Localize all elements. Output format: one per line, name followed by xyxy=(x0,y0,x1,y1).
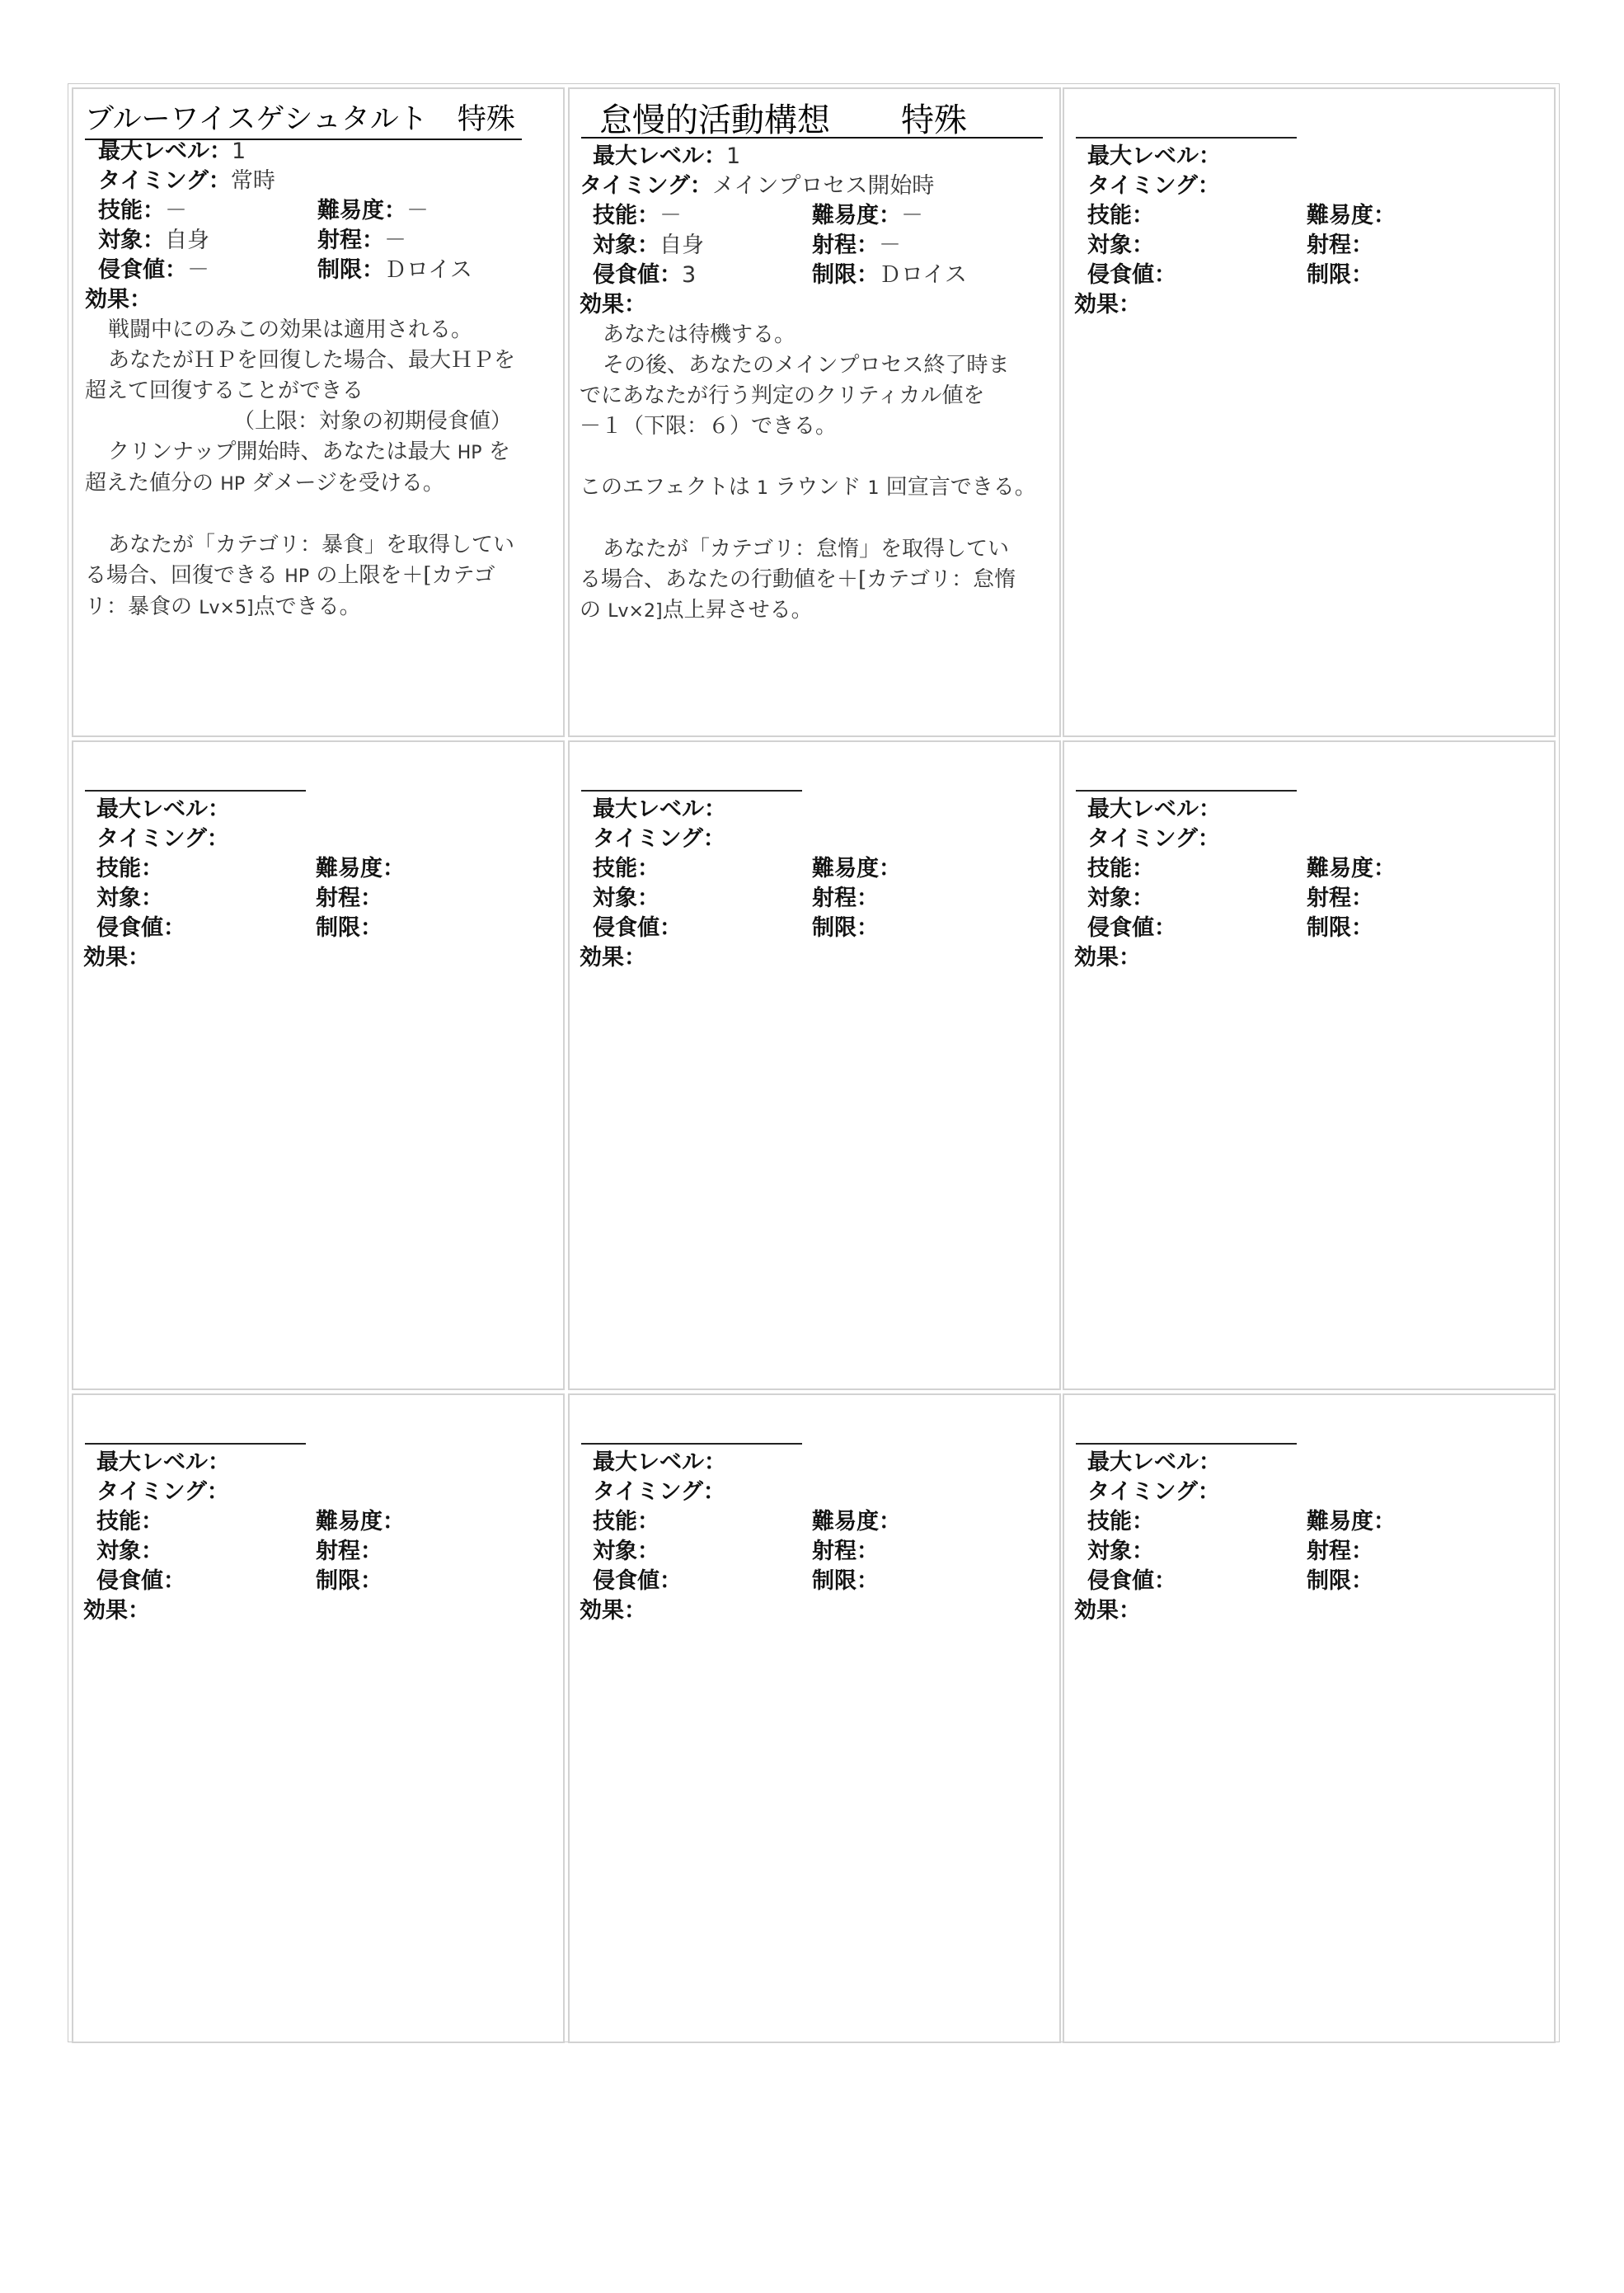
effect-label: 効果： xyxy=(85,287,152,312)
difficulty-field: 難易度： xyxy=(1307,856,1396,881)
target-field: 対象：自身 xyxy=(98,228,209,253)
card-title-blank xyxy=(1076,1407,1297,1445)
erosion-field: 侵食値： xyxy=(1087,1568,1176,1594)
target-field: 対象： xyxy=(96,886,163,911)
effect-card-3 xyxy=(1063,87,1556,737)
max-level-field: 最大レベル： xyxy=(1087,796,1221,822)
timing-field: タイミング： xyxy=(1087,826,1220,852)
max-level-field: 最大レベル： xyxy=(593,796,726,822)
effect-card-8 xyxy=(568,1393,1061,2043)
timing-field: タイミング： xyxy=(593,826,725,852)
max-level-field: 最大レベル：1 xyxy=(98,139,246,164)
limit-field: 制限： xyxy=(316,915,383,941)
card-type: 特殊 xyxy=(901,101,967,139)
effect-label: 効果： xyxy=(1074,292,1141,317)
max-level-field: 最大レベル： xyxy=(96,1450,230,1475)
skill-field: 技能： xyxy=(1087,203,1154,228)
target-field: 対象： xyxy=(1087,233,1154,258)
card-title-blank xyxy=(1076,754,1297,792)
erosion-field: 侵食値： xyxy=(96,1568,185,1594)
effect-label: 効果： xyxy=(580,1598,646,1623)
card-title-blank xyxy=(85,1407,306,1445)
limit-field: 制限： xyxy=(1307,915,1373,941)
limit-field: 制限：Ｄロイス xyxy=(317,257,472,283)
range-field: 射程： xyxy=(812,886,879,911)
difficulty-field: 難易度： xyxy=(1307,203,1396,228)
limit-field: 制限： xyxy=(1307,262,1373,288)
card-title xyxy=(85,101,522,140)
skill-field: 技能： xyxy=(1087,1509,1154,1534)
effect-label: 効果： xyxy=(1074,945,1141,970)
skill-field: 技能： xyxy=(593,1509,659,1534)
limit-field: 制限： xyxy=(812,1568,879,1594)
timing-field: タイミング： xyxy=(1087,1479,1220,1505)
difficulty-field: 難易度： xyxy=(316,1509,405,1534)
card-name: 怠慢的活動構想 xyxy=(599,101,830,139)
erosion-field: 侵食値： xyxy=(1087,262,1176,288)
card-title xyxy=(581,101,1043,139)
erosion-field: 侵食値： xyxy=(1087,915,1176,941)
range-field: 射程： xyxy=(316,886,383,911)
target-field: 対象： xyxy=(1087,886,1154,911)
effect-card-1 xyxy=(72,87,565,737)
erosion-field: 侵食値： xyxy=(593,1568,682,1594)
difficulty-field: 難易度：－ xyxy=(317,198,429,223)
max-level-field: 最大レベル： xyxy=(1087,1450,1221,1475)
limit-field: 制限： xyxy=(316,1568,383,1594)
timing-field: タイミング：常時 xyxy=(98,168,275,194)
timing-field: タイミング： xyxy=(96,826,229,852)
range-field: 射程： xyxy=(316,1539,383,1564)
effect-card-sheet xyxy=(68,83,1560,2042)
effect-label: 効果： xyxy=(1074,1598,1141,1623)
skill-field: 技能： xyxy=(593,856,659,881)
effect-card-4 xyxy=(72,740,565,1390)
card-title-blank xyxy=(85,754,306,792)
effect-card-2 xyxy=(568,87,1061,737)
limit-field: 制限： xyxy=(1307,1568,1373,1594)
range-field: 射程：－ xyxy=(317,228,406,253)
difficulty-field: 難易度：－ xyxy=(812,203,923,228)
limit-field: 制限：Ｄロイス xyxy=(812,262,967,288)
difficulty-field: 難易度： xyxy=(316,856,405,881)
timing-field: タイミング： xyxy=(96,1479,229,1505)
target-field: 対象： xyxy=(593,1539,659,1564)
timing-field: タイミング： xyxy=(593,1479,725,1505)
target-field: 対象： xyxy=(96,1539,163,1564)
range-field: 射程：－ xyxy=(812,233,901,258)
card-title-blank xyxy=(1076,101,1297,139)
skill-field: 技能：－ xyxy=(98,198,187,223)
range-field: 射程： xyxy=(1307,1539,1373,1564)
effect-card-9 xyxy=(1063,1393,1556,2043)
max-level-field: 最大レベル： xyxy=(1087,143,1221,169)
target-field: 対象：自身 xyxy=(593,233,704,258)
skill-field: 技能： xyxy=(96,856,163,881)
effect-card-6 xyxy=(1063,740,1556,1390)
difficulty-field: 難易度： xyxy=(812,856,901,881)
erosion-field: 侵食値：－ xyxy=(98,257,209,283)
erosion-field: 侵食値： xyxy=(96,915,185,941)
target-field: 対象： xyxy=(593,886,659,911)
effect-text: 戦闘中にのみこの効果は適用される。 あなたがＨＰを回復した場合、最大ＨＰを 超えて回復することができる （上限：対象の初期侵食値） クリンナップ開始時、あなたは最大 HP を 超えた値分の HP ダメージを受ける。 あなたが「カテゴリ：暴食」を取得してい る場合、回復できる HP の上限を＋[カテゴ リ：暴食の Lv×5]点できる。 xyxy=(85,317,516,619)
effect-label: 効果： xyxy=(83,945,150,970)
card-type: 特殊 xyxy=(457,103,515,136)
difficulty-field: 難易度： xyxy=(1307,1509,1396,1534)
card-title-blank xyxy=(581,754,802,792)
effect-label: 効果： xyxy=(83,1598,150,1623)
effect-text: あなたは待機する。 その後、あなたのメインプロセス終了時ま でにあなたが行う判定のクリティカル値を －１（下限：６）できる。 このエフェクトは 1 ラウンド 1 回宣言できる。 あなたが「カテゴリ：怠惰」を取得してい る場合、あなたの行動値を＋[カテゴリ：怠惰 の Lv×2]点上昇させる。 xyxy=(580,322,1036,623)
effect-label: 効果： xyxy=(580,945,646,970)
max-level-field: 最大レベル： xyxy=(593,1450,726,1475)
effect-card-5 xyxy=(568,740,1061,1390)
timing-field: タイミング： xyxy=(1087,173,1220,199)
card-title-blank xyxy=(581,1407,802,1445)
range-field: 射程： xyxy=(812,1539,879,1564)
skill-field: 技能： xyxy=(1087,856,1154,881)
erosion-field: 侵食値：3 xyxy=(593,262,697,288)
max-level-field: 最大レベル： xyxy=(96,796,230,822)
target-field: 対象： xyxy=(1087,1539,1154,1564)
max-level-field: 最大レベル：1 xyxy=(593,143,741,169)
effect-card-7 xyxy=(72,1393,565,2043)
range-field: 射程： xyxy=(1307,233,1373,258)
limit-field: 制限： xyxy=(812,915,879,941)
erosion-field: 侵食値： xyxy=(593,915,682,941)
skill-field: 技能： xyxy=(96,1509,163,1534)
timing-field: タイミング：メインプロセス開始時 xyxy=(580,173,935,199)
difficulty-field: 難易度： xyxy=(812,1509,901,1534)
card-name: ブルーワイスゲシュタルト xyxy=(85,103,428,136)
range-field: 射程： xyxy=(1307,886,1373,911)
skill-field: 技能：－ xyxy=(593,203,682,228)
effect-label: 効果： xyxy=(580,292,646,317)
